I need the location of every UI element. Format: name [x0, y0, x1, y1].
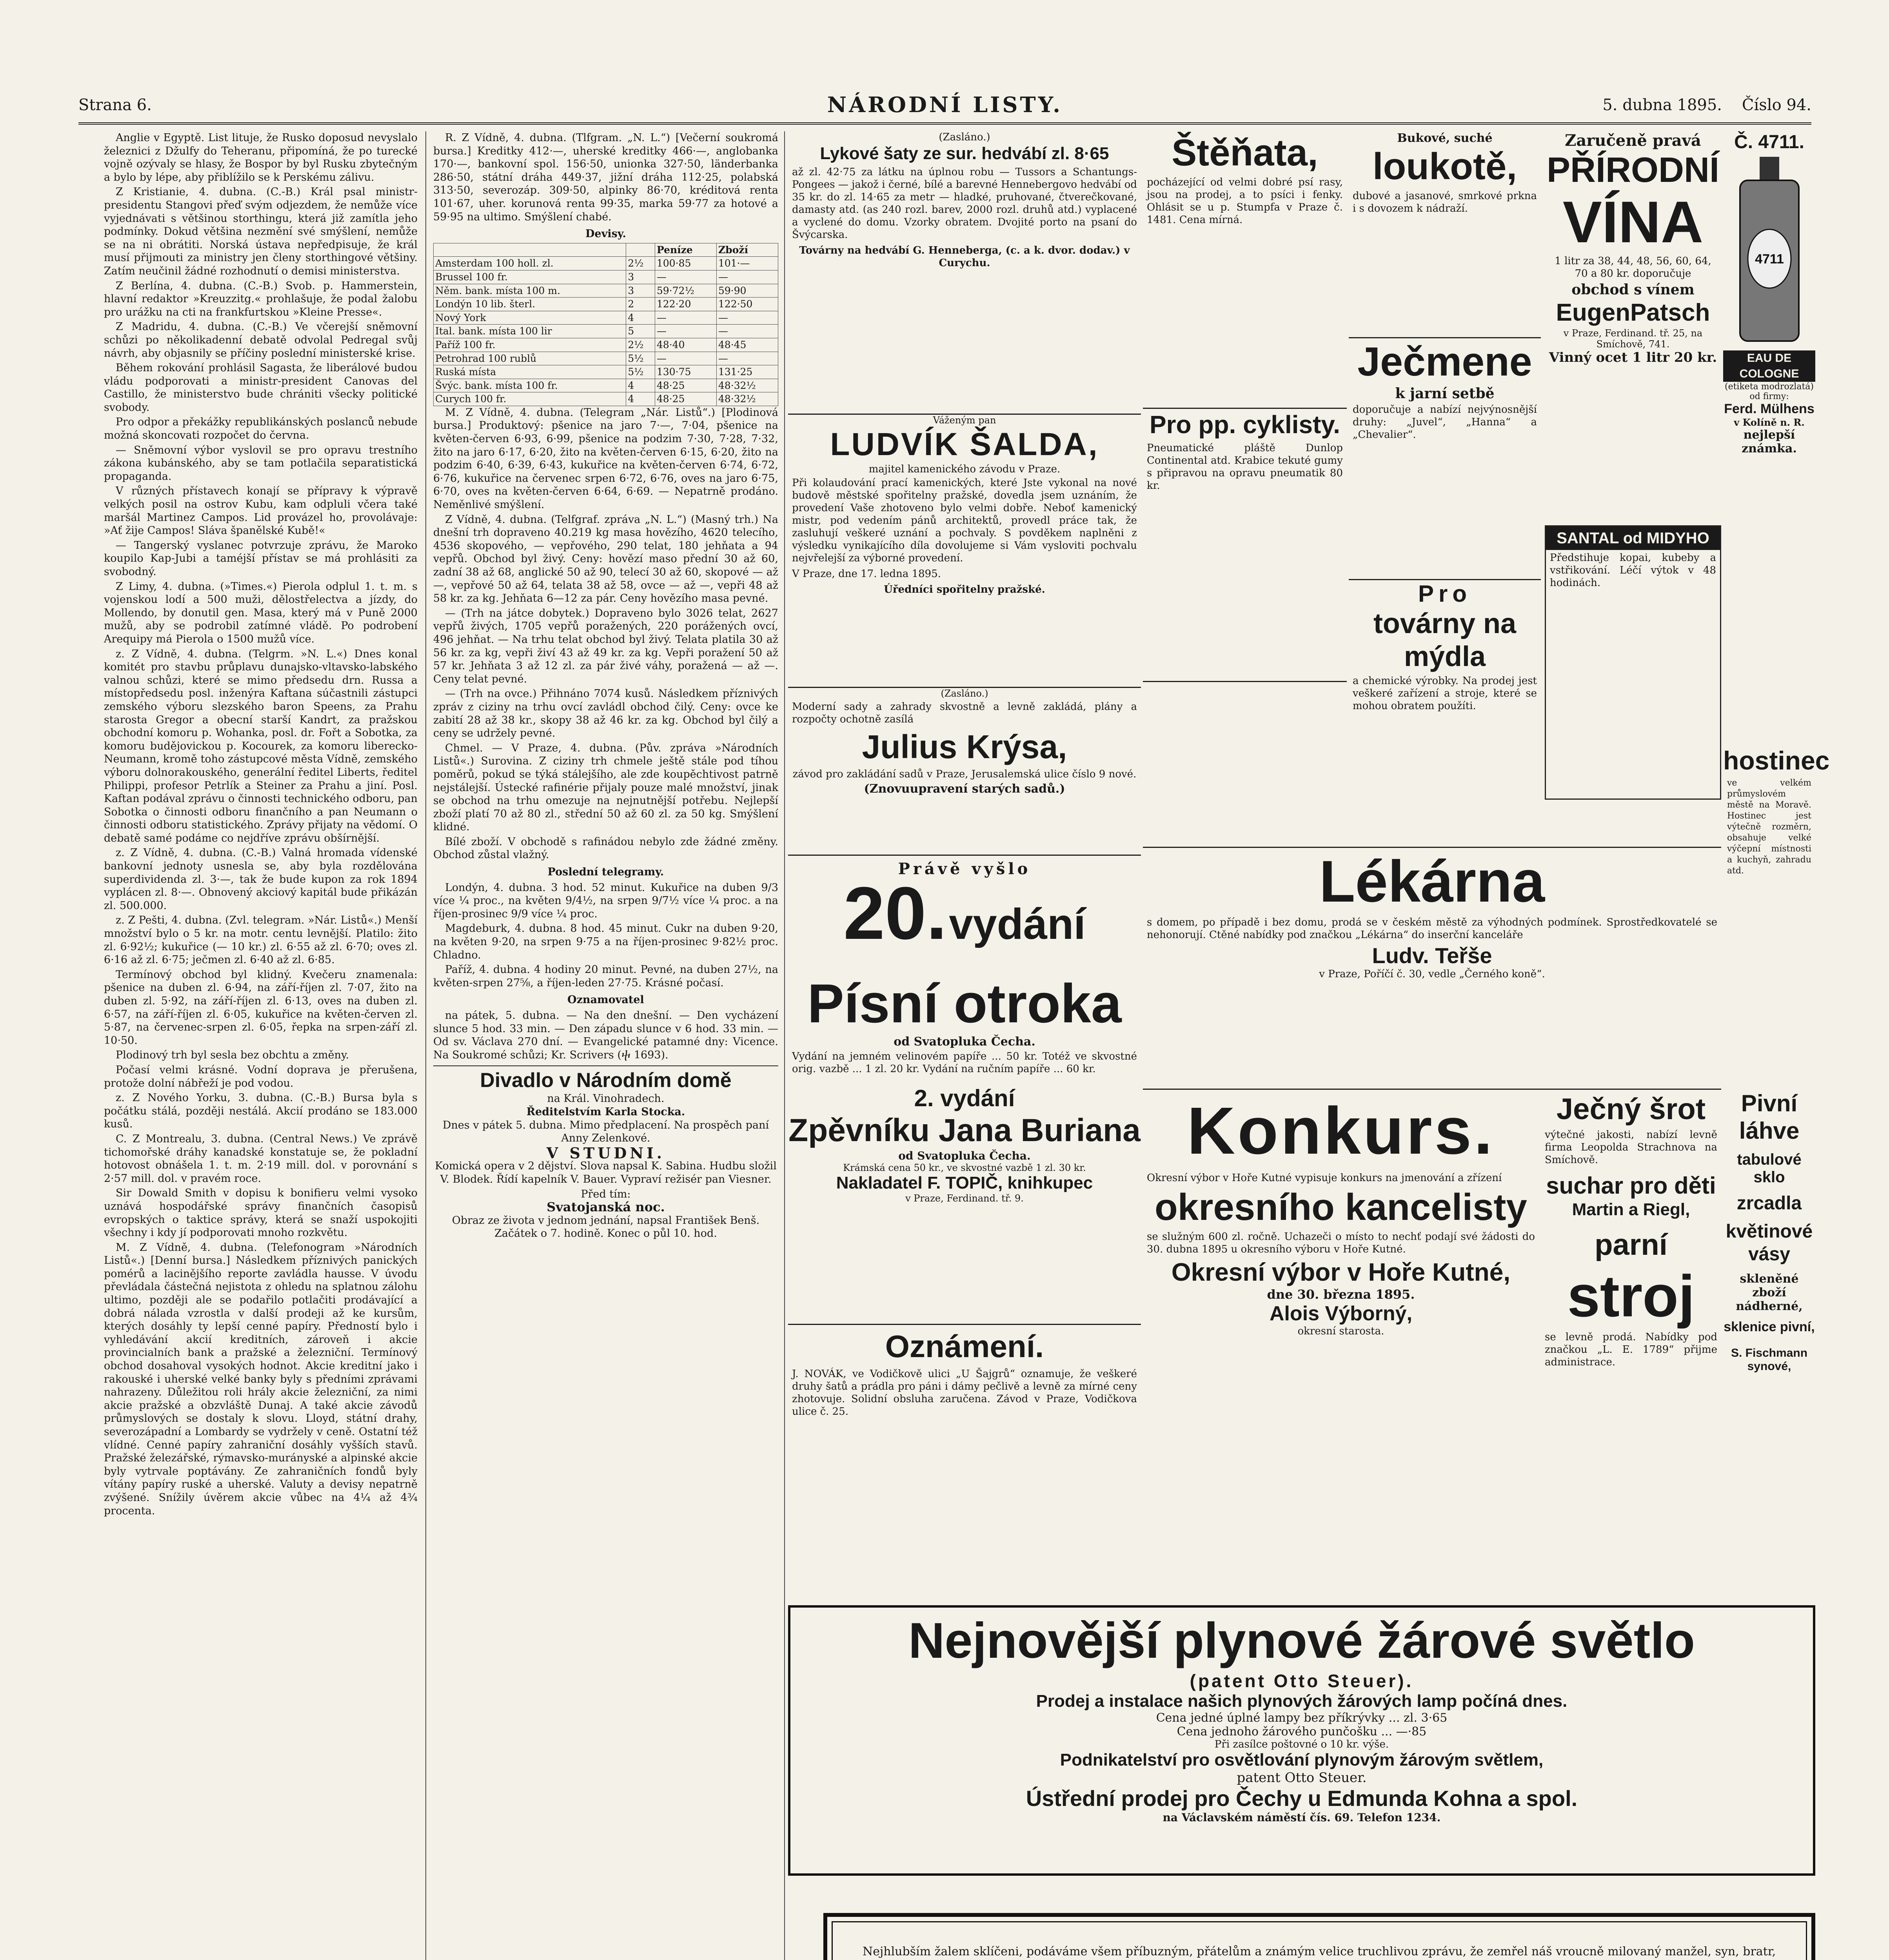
side-ads — [1541, 1092, 1721, 1601]
article: Z Kristianie, 4. dubna. (C.-B.) Král psal ministr-presidentu Stangovi přeď svým odjezdem, že nemůže více vyjednávati s většinou storthingu, která již zamítla jeho podmínky. Dokud většina nezmění své smýšlení, nemůže se na ni obrátiti. Norská ústava nepředpisuje, že král musí přijmouti za ministry jen členy storthingové většiny. Zatím neučinil žádné rozhodnutí o demisi ministerstva. — [104, 186, 418, 277]
newspaper-title: NÁRODNÍ LISTY. — [827, 92, 1063, 117]
rates-cell: Petrohrad 100 rublů — [434, 352, 626, 365]
salda-role: majitel kamenického závodu v Praze. — [868, 463, 1061, 475]
news-column-1 — [104, 131, 418, 1960]
firewood-title: loukotě, — [1372, 145, 1517, 187]
rates-cell: Něm. bank. místa 100 m. — [434, 284, 626, 298]
barley-ad — [1349, 337, 1541, 580]
sent-label: (Zasláno.) — [941, 688, 988, 699]
rates-cell: — — [716, 270, 778, 284]
article: Z Madridu, 4. dubna. (C.-B.) Ve včerejší sněmovní schůzi po několikadenní debatě odvolal Pedregal svůj návrh, aby objasnily se příčiny poslední ministerské krise. — [104, 321, 418, 359]
songbook-price: Krámská cena 50 kr., ve skvostné vazbě 1 zl. 30 kr. — [843, 1162, 1086, 1173]
cologne-city: v Kolíně n. R. — [1734, 417, 1805, 428]
rates-cell: 48·40 — [655, 338, 717, 352]
agency-name: Ludv. Teřše — [1372, 943, 1492, 968]
publisher-address: v Praze, Ferdinand. tř. 9. — [905, 1193, 1024, 1204]
article: V různých přístavech konají se přípravy k výpravě velkých posil na ostrov Kubu, kam odpluli včera také maršál Martinez Campos. Lid provázel ho, provolávaje: »Ať žije Campos! Sláva španělské Kubě!« — [104, 485, 418, 537]
silk-text: až zl. 42·75 za látku na úplnou robu — Tussors a Schantungs-Pongees — jakož i černé, bílé a barevné Hennebergovo hedvábí od 35 kr. do zl. 14·65 za metr — hladké, pruhované, čtverečkované, damasty atd. (as 240 rozl. barev, 2000 rozl. druhů atd.) vyplacené a vyclené do domu. Vzorky obratem. Dvojité porto na psaní do Švýcarska. — [792, 166, 1137, 241]
header-rule — [78, 122, 1811, 125]
rates-cell: 2½ — [626, 257, 655, 270]
article: z. Z Vídně, 4. dubna. (Telgrm. »N. L.«) Dnes konal komitét pro stavbu průplavu dunajsko-vltavsko-labského valnou schůzi, které se mimo předsedu drn. Russa a místopředsedu posl. inženýra Kaftana súčastnili zástupci zemského výboru slezského baron Speens, za Prahu starosta Gregor a obecní starší Kandrt, za pražskou obchodní komoru p. Wohanka, posl. dr. Fořt a Sobotka, za komoru budějovickou p. Kocourek, za komoru liberecko-Neumann, kromě toho zástupcové města Vídně, zemského výboru dolnorakouského, generální ředitel Liberts, ředitel Philippi, profesor Petrlík a Steiner za Prahu a jiní. Posl. Kaftan podával zprávu o činnosti technického odboru, pan Sobotka o činnosti odboru finančního a pan Neumann o činnosti odboru statistického. Zprávy přijaty na vědomí. O debatě samé podáme co nejdříve zprávu obšírnější. — [104, 648, 418, 844]
window-glass: tabulové sklo — [1737, 1151, 1802, 1186]
article: Anglie v Egyptě. List lituje, že Rusko doposud nevyslalo železnici z Džulfy do Teheranu, připomíná, že po turecké vojně ozývaly se hlasy, že Bospor by byl Rusku zbytečným a bylo by lépe, aby přiblížilo se k Perskému zálivu. — [104, 132, 418, 183]
article: Z Limy, 4. dubna. (»Times.«) Pierola odplul 1. t. m. s vojenskou lodí a 500 muži, dělostřelectva a jízdy, do Mollendo, by donutil gen. Masa, který má v Puně 2000 mužů, aby se podrobil zatímné vládě. Po podrobení Arequipy má Pierola o 1500 mužů více. — [104, 580, 418, 645]
rates-cell: 101·— — [716, 257, 778, 270]
gas-address: na Václavském náměstí čís. 69. Telefon 1234. — [1162, 1811, 1441, 1824]
wine-title: VÍNA — [1562, 189, 1704, 255]
rates-cell: — — [655, 311, 717, 325]
rates-cell: Nový York — [434, 311, 626, 325]
funeral-notice — [823, 1913, 1815, 1960]
rusk-title: suchar pro děti — [1546, 1172, 1716, 1199]
rates-cell: 5½ — [626, 365, 655, 379]
theatre-block — [433, 1065, 778, 1240]
engine-text: se levně prodá. Nabídky pod značkou „L. E. 1789“ přijme administrace. — [1545, 1331, 1717, 1368]
rates-cell: 59·72½ — [655, 284, 717, 298]
play-title: V STUDNI. — [546, 1144, 665, 1162]
second-play-text: Obraz ze života v jednom jednání, napsal František Benš. Začátek o 7. hodině. Konec o půl 10. hod. — [452, 1214, 760, 1240]
rates-cell: Ruská místa — [434, 365, 626, 379]
gas-light-ad — [788, 1605, 1815, 1876]
just-published: Právě vyšlo — [898, 860, 1031, 878]
songbook-author: od Svatopluka Čecha. — [898, 1149, 1031, 1162]
article: z. Z Pešti, 4. dubna. (Zvl. telegram. »Nár. Listů«.) Menší množství bylo o 5 kr. na motr. centu levnější. Platilo: žito zl. 6·92½; kukuřice (— 10 kr.) zl. 6·55 až zl. 6·70; oves zl. 6·16 až zl. 6·75; ječmen zl. 6·40 až zl. 6·85. — [104, 914, 418, 966]
gas-company: Podnikatelství pro osvětlování plynovým žárovým světlem, — [1060, 1750, 1544, 1769]
article: z. Z Nového Yorku, 3. dubna. (C.-B.) Bursa byla s počátku stálá, později nestálá. Akcií prodáno se 183.000 kusů. — [104, 1092, 418, 1131]
rates-cell: Amsterdam 100 holl. zl. — [434, 257, 626, 270]
page-number: Strana 6. — [78, 96, 152, 114]
glass-firm: S. Fischmann synové, — [1731, 1347, 1808, 1373]
book-author: od Svatopluka Čecha. — [894, 1035, 1035, 1049]
wine-ad — [1545, 131, 1721, 523]
gas-price-2: Cena jednoho žárového punčošku ... —·85 — [1177, 1725, 1427, 1739]
article: Plodinový trh byl sesla bez obchtu a změny. — [116, 1049, 349, 1062]
rates-header-row — [434, 243, 778, 257]
gas-price-1: Cena jedné úplné lampy bez příkrývky ... zl. 3·65 — [1156, 1711, 1448, 1725]
clerk-text: se služným 600 zl. ročně. Uchazeči o místo to nechť podají své žádosti do 30. dubna 1895 u okresního výboru v Hoře Kutné. — [1147, 1231, 1535, 1255]
rates-cell: 48·32½ — [716, 379, 778, 392]
table-row — [434, 257, 778, 270]
cologne-bottle-icon — [1724, 153, 1815, 349]
rates-cell: Curych 100 fr. — [434, 392, 626, 406]
play-text: Komická opera v 2 dějství. Slova napsal K. Sabina. Hudbu složil V. Blodek. Řídí kapelník V. Bauer. Vypraví režisér pan Viesner. — [435, 1160, 777, 1185]
rates-cell: Ital. bank. místa 100 lir — [434, 325, 626, 338]
beer-glasses: sklenice pivní, — [1724, 1319, 1815, 1334]
chairman-name: Alois Výborný, — [1269, 1302, 1413, 1325]
silk-footer: Továrny na hedvábí G. Henneberga, (c. a k. dvor. dodav.) v Curychu. — [799, 245, 1130, 269]
cologne-title: EAU DE COLOGNE — [1723, 350, 1815, 382]
krysa-subtitle: (Znovuupravení starých sadů.) — [864, 782, 1065, 796]
rates-cell: 5 — [626, 325, 655, 338]
sent-label: (Zasláno.) — [939, 131, 990, 143]
edition-number: 20. — [843, 872, 947, 955]
barley-subtitle: k jarní setbě — [1395, 385, 1495, 402]
column-divider — [425, 131, 426, 1960]
puppies-ad — [1143, 131, 1347, 406]
table-row — [434, 352, 778, 365]
santal-ad — [1545, 525, 1721, 800]
firewood-ad — [1349, 131, 1541, 335]
novak-ad — [788, 1327, 1141, 1601]
pisni-ad — [788, 855, 1141, 1325]
inn-text: ve velkém průmyslovém městě na Moravě. Hostinec jest výtečně rozměrn, obsahuje velké výčepní místnosti a kuchyň, zahradu atd. — [1727, 778, 1811, 876]
gas-sale: Prodej a instalace našich plynových žárových lamp počíná dnes. — [1036, 1691, 1568, 1711]
cologne-number: Č. 4711. — [1734, 132, 1804, 152]
rates-cell: 48·25 — [655, 379, 717, 392]
column-divider — [784, 131, 785, 1960]
book-title: Písní otroka — [807, 973, 1122, 1034]
committee-name: Okresní výbor v Hoře Kutné, — [1171, 1258, 1511, 1286]
article: Bílé zboží. V obchodě s rafinádou nebylo zde žádné změny. Obchod zůstal vlažný. — [433, 835, 778, 861]
beer-bottles: Pivní láhve — [1739, 1090, 1800, 1144]
article: Z Berlína, 4. dubna. (C.-B.) Svob. p. Hammerstein, hlavní redaktor »Kreuzzitg.« prohlašuje, že podal žalobu pro urážku na cti na frankfurtskou »Kleine Presse«. — [104, 279, 418, 318]
article: R. Z Vídně, 4. dubna. (Tlfgram. „N. L.“) [Večerní soukromá bursa.] Kreditky 412·—, uherské kreditky 466·—, anglobanka 170·—, bankovní spol. 156·50, unionka 327·50, länderbanka 286·50, státní dráha 449·37, jižní dráha 112·25, polabská 313·50, severozáp. 309·50, alpinky 86·70, kréditová renta 101·67, uher. korunová renta 99·35, marka 59·77 za hotové a 59·95 na ultimo. Smýšlení chabé. — [433, 132, 778, 223]
article: Počasí velmi krásné. Vodní dopravа je přerušena, protože dolní nábřeží je pod vodou. — [104, 1063, 418, 1089]
notice-title: Oznámení. — [885, 1329, 1044, 1364]
announcer-title: Oznamovatel — [567, 994, 644, 1006]
theatre-text: Dnes v pátek 5. dubna. Mimo předplacení. Na prospěch paní Anny Zelenkové. — [442, 1119, 769, 1145]
firewood-label: Bukové, suché — [1397, 131, 1493, 145]
wine-shop: obchod s vínem — [1571, 281, 1695, 298]
rates-cell: 48·45 — [716, 338, 778, 352]
telegram: Paříž, 4. dubna. 4 hodiny 20 minut. Pevné, na duben 27½, na květen-srpen 27⅝, a říjen-leden 27·75. Krásné počasí. — [433, 964, 778, 989]
konkurs-ad — [1143, 1092, 1539, 1601]
pharmacy-title: Lékárna — [1319, 848, 1545, 914]
barley-title: Ječmene — [1357, 339, 1532, 385]
svg-text:4711: 4711 — [1755, 252, 1784, 267]
rates-cell: 122·50 — [716, 298, 778, 311]
table-row — [434, 379, 778, 392]
konkurs-text: Okresní výbor v Hoře Kutné vypisuje konkurs na jmenování a zřízení — [1147, 1172, 1502, 1184]
table-row — [434, 325, 778, 338]
article: Pro odpor a překážky republikánských poslanců nebude možná skoncovati rozpočet do června. — [104, 416, 418, 442]
theatre-title: Divadlo v Národním domě — [480, 1069, 732, 1092]
telegrams-title: Poslední telegramy. — [547, 866, 664, 878]
rates-cell: 131·25 — [716, 365, 778, 379]
publisher: Nakladatel F. TOPIČ, knihkupec — [836, 1173, 1093, 1192]
rates-cell: — — [716, 352, 778, 365]
glass-ad — [1723, 1090, 1815, 1639]
telegram: Magdeburk, 4. dubna. 8 hod. 45 minut. Cukr na duben 9·20, na květen 9·20, na srpen 9·75 a na říjen-prosinec 9·82½ proc. Chladno. — [433, 922, 778, 961]
rates-cell: — — [655, 352, 717, 365]
puppies-title: Štěňata, — [1172, 132, 1318, 174]
rates-cell: 4 — [626, 311, 655, 325]
rates-cell: 5½ — [626, 352, 655, 365]
inn-ad — [1723, 745, 1830, 941]
silk-ad — [788, 131, 1141, 414]
rates-cell: — — [655, 270, 717, 284]
glassware: skleněné zboží nádherné, — [1736, 1272, 1803, 1313]
wine-prices: 1 litr za 38, 44, 48, 56, 60, 64, 70 a 80 kr. doporučuje — [1555, 255, 1711, 279]
soap-pro: Pro — [1418, 581, 1472, 607]
table-row — [434, 392, 778, 406]
rates-cell: 59·90 — [716, 284, 778, 298]
wine-address: v Praze, Ferdinand. tř. 25, na Smíchově, 741. — [1563, 328, 1703, 350]
rates-cell: 4 — [626, 392, 655, 406]
issue-date: 5. dubna 1895. Číslo 94. — [1602, 96, 1811, 114]
wine-natural: PŘÍRODNÍ — [1546, 151, 1720, 190]
pharmacy-text: s domem, po případě i bez domu, prodá se v českém městě za výhodných podmínek. Sprostředkovatelé se nehonorují. Ctěné nabídky pod značkou „Lékárna“ do inserční kanceláře — [1147, 916, 1717, 941]
news-column-2 — [433, 131, 778, 1960]
rates-cell: — — [716, 311, 778, 325]
gas-postage: Při zasílce poštovné o 10 kr. výše. — [1214, 1739, 1389, 1750]
soap-factory-ad — [1349, 580, 1541, 878]
krysa-ad — [788, 688, 1141, 853]
rates-cell: 2 — [626, 298, 655, 311]
agency-address: v Praze, Poříčí č. 30, vedle „Černého koně“. — [1319, 968, 1545, 980]
rates-header-cell: Peníze — [655, 243, 717, 257]
article: Během rokování prohlásil Sagasta, že liberálové budou vládu podporovati a ministr-president Canovas del Castillo, že ministerstvo bude chrániti všecky politické svobody. — [104, 362, 418, 414]
songbook-title: Zpěvníku Jana Buriana — [788, 1112, 1141, 1148]
rates-header-cell — [434, 243, 626, 257]
article: z. Z Vídně, 4. dubna. (C.-B.) Valná hromada vídenské bankovní jednoty usnesla se, aby byla rozdělována superdividenda zl. 3·—, tak že bude kupon za rok 1894 vyplácen zl. 8·—. Obnovený akciový kapitál bude přikázán zl. 500.000. — [104, 847, 418, 912]
rates-cell: Brussel 100 fr. — [434, 270, 626, 284]
theatre-subtitle: na Král. Vinohradech. — [547, 1093, 665, 1105]
groats-title: Ječný šrot — [1556, 1093, 1706, 1126]
cologne-ad — [1723, 131, 1815, 484]
masthead — [78, 92, 1811, 123]
gas-patent-2: patent Otto Steuer. — [1237, 1770, 1367, 1786]
article: Termínový obchod byl klidný. Kvečeru znamenala: pšenice na duben zl. 6·94, na září-říjen zl. 7·07, žito na duben zl. 5·92, na září-říjen zl. 6·13, oves na duben zl. 6·57, na září-říjen zl. 6·05, kukuřice na květen-červen zl. 5·87, na červenec-srpen zl. 6·05, řepka na srpen-září zl. 10·50. — [104, 968, 418, 1047]
article: — (Trh na játce dobytek.) Dopraveno bylo 3026 telat, 2627 vepřů živých, 1705 vepřů poražených, 220 porážených ovcí, 496 jehňat. — Na trhu telat obchod byl živý. Telata platila 30 až 56 kr. za kg, vepři živí 43 až 49 kr. za kg. Vepři poražení 50 až 57 kr. Jehňata 3 až 12 zl. za pár živé váhy, poražená — až —. Ceny telat pevné. — [433, 607, 778, 685]
krysa-text: Moderní sady a zahrady skvostně a levně zakládá, plány a rozpočty ochotně zasílá — [792, 701, 1137, 725]
krysa-address: závod pro zakládání sadů v Praze, Jerusalemská ulice číslo 9 nové. — [792, 768, 1137, 780]
rates-cell: 48·32½ — [716, 392, 778, 406]
cologne-text: (etiketa modrozlatá) od firmy: — [1724, 382, 1814, 401]
telegram: Londýn, 4. dubna. 3 hod. 52 minut. Kukuřice na duben 9/3 více ¼ proc., na květen 9/4½, na srpen 9/7½ více ¼ proc. a na říjen-prosinec 9/9 více ¼ proc. — [433, 881, 778, 920]
barley-text: doporučuje a nabízí nejvýnosnější druhy: „Juvel“, „Hanna“ a „Chevalier“. — [1353, 404, 1537, 441]
cyclists-text: Pneumatické pláště Dunlop Continental atd. Krabice tekuté gumy s připravou na opravu pneumatik 80 kr. — [1147, 442, 1343, 492]
rates-cell: Švýc. bank. místa 100 fr. — [434, 379, 626, 392]
rates-cell: 130·75 — [655, 365, 717, 379]
cyclists-ad — [1143, 408, 1347, 682]
rates-title: Devisy. — [585, 228, 626, 240]
book-prices: Vydání na jemném velinovém papíře ... 50 kr. Totéž ve skvostné orig. vazbě ... 1 zl. 20 kr. Vydání na ručním papíře ... 60 kr. — [792, 1051, 1137, 1075]
soap-text: a chemické výrobky. Na prodej jest veškeré zařízení a stroje, které se mohou obratem použíti. — [1353, 675, 1537, 712]
rates-cell: 100·85 — [655, 257, 717, 270]
article: Sir Dowald Smith v dopisu k bonifieru velmi vysoko uznává hospodářské správy finančních časopisů evropských o taktice správy, která se snaží uspokojiti všechny i kdy jí podporovati mnoho rozkvětu. — [104, 1187, 418, 1239]
wine-label: Zaručeně pravá — [1565, 131, 1701, 150]
santal-text: Předstihuje kopai, kubeby a vstřikování. Léčí výtok v 48 hodinách. — [1550, 552, 1716, 589]
firewood-text: dubové a jasanové, smrkové prkna i s dovozem k nádraží. — [1353, 190, 1537, 214]
article: Chmel. — V Praze, 4. dubna. (Pův. zpráva »Národních Listů«.) Surovina. Z ciziny trh chmele ještě stále pod tíhou poměrů, pokud se týká stálejšího, ale zde koupěchtivost patrně nejstálejší. Ústecké rafinérie přijaly pouze malé množství, jinak se obchod na trhu omezuje na nejnutnější potřebu. Nejlepší zboží platí 70 až 80 zl., střední 50 až 60 zl. za 50 kg. Smýšlení klidné. — [433, 742, 778, 833]
rusk-maker: Martin a Riegl, — [1572, 1200, 1690, 1219]
cologne-best: nejlepší známka. — [1742, 428, 1797, 456]
salda-ad — [788, 414, 1141, 688]
funeral-intro: Nejhlubším žalem sklíčeni, podáváme všem příbuzným, přátelům a známým velice truchlivou zprávu, že zemřel náš vroucně milovaný manžel, syn, bratr, — [863, 1945, 1776, 1958]
article: C. Z Montrealu, 3. dubna. (Central News.) Ve zprávě tichomořské dráhy kanadské konstatuje se, že pokladní hotovost obnášela 1. t. m. 2·19 mill. dol. v porovnání s 2·57 mill. dol. v pravém roce. — [104, 1132, 418, 1185]
vinegar-price: Vinný ocet 1 litr 20 kr. — [1549, 350, 1717, 365]
inn-title: hostinec — [1723, 746, 1830, 775]
puppies-text: pocházející od velmi dobré psí rasy, jsou na prodej, a to psíci i fenky. Ohlásit se u p. Stumpfa v Praze č. 1481. Cena mírná. — [1147, 176, 1343, 226]
article: — Sněmovní výbor vyslovil se pro opravu trestního zákona kubánského, aby se tam potlačila separatistická propaganda. — [104, 444, 418, 483]
rates-cell: 3 — [626, 270, 655, 284]
rates-header-cell — [626, 243, 655, 257]
table-row — [434, 284, 778, 298]
krysa-name: Julius Krýsa, — [862, 728, 1067, 765]
article: M. Z Vídně, 4. dubna. (Telefonogram »Národních Listů«.) [Denní bursa.] Následkem příznivých panických pomérů a lacinějšího reporte zavládla hausse. V úvodu převládala částečná nejistota z ohledu na splatnou zálohu ultimo, později ale se podařilo potlačiti prodávající a dobrá nálada vzrostla v další prodeji až ke kursům, kterých dosáhly ty lepší cenné papíry. Předností bylo i vyhledávání akcií kreditních, zároveň i akcie provincialních bank a pražské a železniční. Termínový obchod dosahoval vysokých hodnot. Akcie kreditní jako i rakouské i uherské velké banky byly s předními zprávami nahrazeny. Důležitou roli hrály akcie železniční, za nimi akcie pražské a obzvláště Dunaj. A také akcie závodů průmyslových se dostaly k slovu. Lloyd, státní drahy, severozápadní a Lombardy se vydržely v ceně. Ostatní též vlídné. Cenné papíry zahraniční dosáhly vyšších stavů. Pražské železářské, rýmavsko-murányské a alpinské akcie byly vytrvale poptávány. Ze zahraničních fondů byly vítány papíry ruské a uherské. Valuty a devisy nepatrně zvýšené. Snížily úvěrem akcie vůbec na 4¼ až 4¾ procenta. — [104, 1241, 418, 1517]
article: Z Vídně, 4. dubna. (Telfgraf. zpráva „N. L.“) (Masný trh.) Na dnešní trh dopraveno 40.219 kg masa hovězího, 4620 telecího, 4536 skopového, — vepřového, 290 telat, 180 jehňata a 94 vepřů. Obchod byl živý. Ceny: hovězí maso přední 30 až 60, zadní 38 až 68, anglické 50 až 90, telecí 30 až 60, skopové — až —, vepřové 50 až 64, telata 38 až 58, ovce — až —, vepři 48 až 58 kr. za kg. Jehňata 6—12 za pár. Ceny hovězího masa pevné. — [433, 513, 778, 605]
rates-header-cell: Zboží — [716, 243, 778, 257]
groats-text: výtečné jakosti, nabízí levně firma Leopolda Strachnova na Smíchově. — [1545, 1129, 1717, 1166]
rates-cell: 3 — [626, 284, 655, 298]
rates-cell: Londýn 10 lib. šterl. — [434, 298, 626, 311]
table-row — [434, 365, 778, 379]
clerk-title: okresního kancelisty — [1155, 1186, 1527, 1228]
rates-cell: 2½ — [626, 338, 655, 352]
gas-patent: (patent Otto Steuer). — [1190, 1671, 1414, 1691]
rates-cell: — — [655, 325, 717, 338]
santal-title: SANTAL od MIDYHO — [1546, 526, 1720, 550]
salda-date: V Praze, dne 17. ledna 1895. — [792, 568, 941, 580]
gas-dealer: Ústřední prodej pro Čechy u Edmunda Kohna a spol. — [1026, 1786, 1578, 1811]
steam-title: parní — [1595, 1228, 1667, 1261]
wine-merchant: EugenPatsch — [1556, 299, 1710, 326]
konkurs-title: Konkurs. — [1187, 1094, 1495, 1168]
table-row — [434, 298, 778, 311]
rates-cell: 4 — [626, 379, 655, 392]
cyclists-title: Pro pp. cyklisty. — [1149, 410, 1340, 439]
mirrors: zrcadla — [1736, 1193, 1802, 1214]
article: M. Z Vídně, 4. dubna. (Telegram „Nár. Listů“.) [Plodinová bursa.] Produktový: pšenice na jaro 7·—, 7·04, pšenice na květen-červen 6·93, 6·99, pšenice na podzim 7·30, 7·28, 7·32, žito na jaro 6·17, 6·20, žito na květen-červen 6·15, 6·20, žito na podzim 6·40, 6·39, 6·43, kukuřice na květen-červen 6·74, 6·72, 6·76, kukuřice na červenec srpen 6·72, 6·76, oves na jaro 6·75, 6·70, oves na květen-červen 6·64, 6·69. — Nepatrně prodáno. Neměnlivé smýšlení. — [433, 406, 778, 511]
rates-cell: 48·25 — [655, 392, 717, 406]
silk-title: Lykové šaty ze sur. hedvábí zl. 8·65 — [820, 144, 1109, 163]
soap-title: továrny na mýdla — [1373, 608, 1517, 672]
second-play-title: Svatojanská noc. — [547, 1200, 665, 1215]
table-row — [434, 338, 778, 352]
rates-cell: — — [716, 325, 778, 338]
rates-cell: Paříž 100 fr. — [434, 338, 626, 352]
table-row — [434, 311, 778, 325]
salda-salutation: Váženým pan — [933, 415, 996, 426]
edition-2: 2. vydání — [914, 1085, 1015, 1111]
novak-text: J. NOVÁK, ve Vodičkově ulici „U Šajgrů“ oznamuje, že veškeré druhy šatů a prádla pro páni i dámy pečlivě a levně za mírné ceny zhotovuje. Solidní obsluha zaručena. Závod v Praze, Vodičkova ulice č. 25. — [792, 1368, 1137, 1417]
gas-title: Nejnovější plynové žárové světlo — [908, 1613, 1695, 1669]
flower-vases: květinové vásy — [1726, 1221, 1813, 1265]
announcer-text: na pátek, 5. dubna. — Na den dnešní. — Den vycházení slunce 5 hod. 33 min. — Den západu slunce v 6 hod. 33 min. — Od sv. Václava 270 dní. — Evangelické patamné dny: Vicence. Na Soukromé schůzi; Kr. Scrivers (ⴕ 1693). — [433, 1009, 778, 1061]
issue-number: Číslo 94. — [1742, 96, 1811, 114]
edition-label: vydání — [949, 900, 1086, 948]
salda-text: Při kolaudování prací kamenických, které Jste vykonal na nové budově městské spořitelny pražské, dovedla jsem uznáním, že provedení Vaše zhotoveno bylo velmi dobře. Neboť kamenický mistr, pod vedením pánů architektů, provedl práce tak, že zasluhují veškeré uznání a pochvaly. S povděkem naplněni z výsledku vynikajícího díla dovolujeme si Vám vysloviti pochvalu nejvřelejší za výborné provedení. — [792, 477, 1137, 564]
theatre-director: Ředitelstvím Karla Stocka. — [526, 1105, 685, 1118]
engine-title: stroj — [1567, 1263, 1695, 1329]
article: — Tangerský vyslanec potvrzuje zprávu, že Maroko koupilo Kap-Jubi a taméjší přístav se má prohlásiti za svobodný. — [104, 539, 418, 578]
salda-name: LUDVÍK ŠALDA, — [830, 426, 1099, 462]
article: — (Trh na ovce.) Přihnáno 7074 kusů. Následkem příznivých zpráv z ciziny na trhu ovcí zavládl obchod čilý. Ceny: ovce ke zabití 28 až 38 kr., skopy 38 až 46 kr. za kg. Obchod byl čilý a ceny se udržely pevné. — [433, 688, 778, 740]
committee-date: dne 30. března 1895. — [1267, 1287, 1415, 1302]
table-row — [434, 270, 778, 284]
before-label: Před tím: — [581, 1188, 631, 1200]
pharmacy-ad — [1143, 847, 1721, 1090]
cologne-maker: Ferd. Mülhens — [1724, 401, 1815, 416]
chairman-role: okresní starosta. — [1297, 1325, 1384, 1337]
exchange-rates-table — [433, 243, 778, 406]
rates-cell: 122·20 — [655, 298, 717, 311]
salda-signature: Úředníci spořitelny pražské. — [884, 584, 1045, 595]
